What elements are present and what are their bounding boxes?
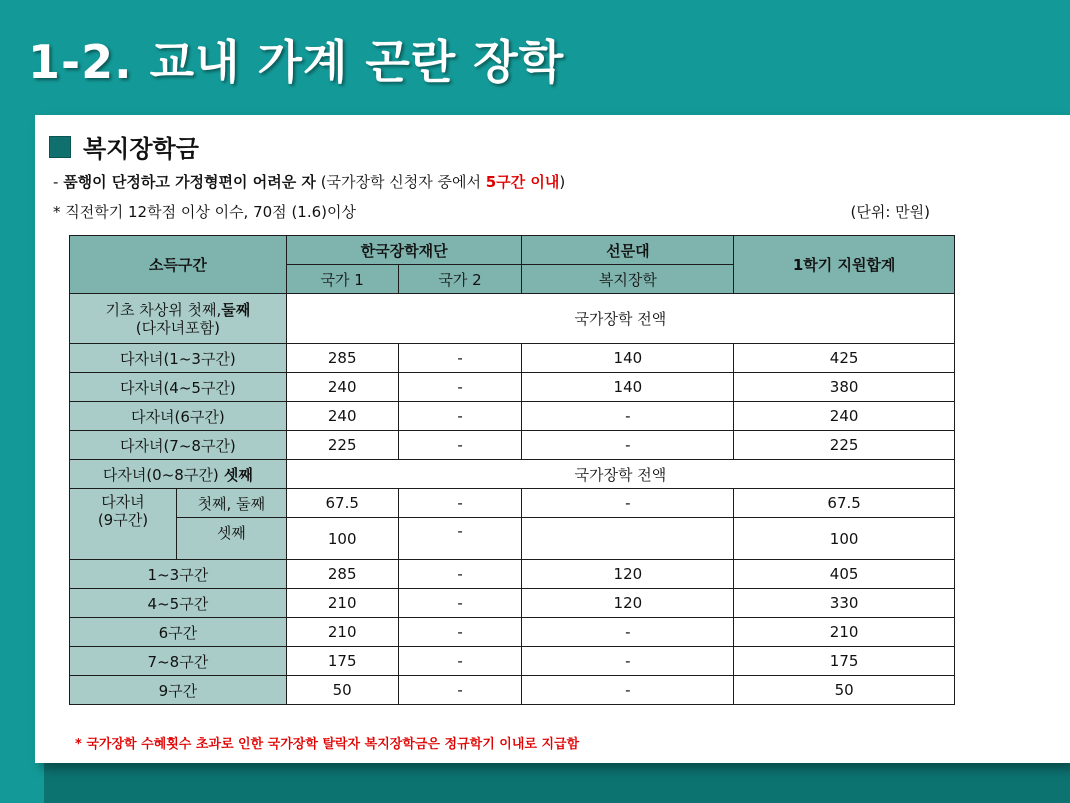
header-national-1: 국가 1: [286, 265, 398, 294]
header-national-2: 국가 2: [398, 265, 522, 294]
header-income: 소득구간: [70, 236, 287, 294]
row-label: 다자녀(6구간): [70, 402, 287, 431]
table-row: [70, 647, 955, 676]
row-label-bold: 둘째: [221, 300, 251, 319]
row-label: 7~8구간: [70, 647, 287, 676]
cell-welfare: 140: [522, 344, 734, 373]
section-header: [49, 129, 199, 164]
header-sunmoon: 선문대: [522, 236, 734, 265]
row-label-bold: 셋째: [218, 465, 253, 484]
cell-national-1: 210: [286, 618, 398, 647]
row-label: 다자녀(1~3구간): [70, 344, 287, 373]
cell-total: 240: [734, 402, 955, 431]
section-title: 복지장학금: [83, 135, 199, 163]
cell-national-1: 175: [286, 647, 398, 676]
cell-welfare: -: [522, 431, 734, 460]
eligibility-prefix: -: [53, 173, 64, 191]
table-row: [70, 344, 955, 373]
cell-national-1: 285: [286, 560, 398, 589]
cell-welfare: 140: [522, 373, 734, 402]
grade-requirement: * 직전학기 12학점 이상 이수, 70점 (1.6)이상: [53, 203, 356, 221]
cell-total: 330: [734, 589, 955, 618]
square-bullet-icon: [49, 136, 71, 158]
cell-national-1: 240: [286, 373, 398, 402]
row-label: 4~5구간: [70, 589, 287, 618]
cell-national-2: -: [398, 489, 522, 518]
header-kosaf: 한국장학재단: [286, 236, 522, 265]
row-label-multi9-a: 다자녀: [101, 493, 145, 511]
table-row: [70, 489, 955, 518]
header-welfare: 복지장학: [522, 265, 734, 294]
eligibility-paren-open: (국가장학 신청자 중에서: [315, 173, 486, 191]
table-row: [70, 294, 955, 344]
cell-welfare: -: [522, 489, 734, 518]
row-label: [70, 460, 287, 489]
cell-national-1: 100: [286, 518, 398, 560]
cell-national-2: -: [398, 676, 522, 705]
table-row: [70, 460, 955, 489]
cell-welfare: -: [522, 676, 734, 705]
cell-national-2: -: [398, 344, 522, 373]
eligibility-paren-close: ): [559, 173, 566, 191]
cell-national-2: -: [398, 647, 522, 676]
cell-national-1: 240: [286, 402, 398, 431]
full-amount-cell: 국가장학 전액: [286, 460, 954, 489]
cell-national-2: -: [398, 589, 522, 618]
table-row: [70, 560, 955, 589]
cell-welfare: [522, 518, 734, 560]
cell-welfare: 120: [522, 560, 734, 589]
cell-total: 425: [734, 344, 955, 373]
row-label-multi9-b: (9구간): [97, 511, 149, 529]
table-row: [70, 431, 955, 460]
eligibility-range: 5구간 이내: [485, 173, 560, 191]
cell-national-2: -: [398, 431, 522, 460]
content-panel: [35, 115, 1070, 763]
row-label-sub: (다자녀포함): [135, 318, 220, 337]
row-label-multi9: [70, 489, 177, 560]
cell-total: 67.5: [734, 489, 955, 518]
cell-total: 405: [734, 560, 955, 589]
cell-national-2: -: [398, 618, 522, 647]
table-row: [70, 676, 955, 705]
header-total: 1학기 지원합계: [734, 236, 955, 294]
cell-total: 50: [734, 676, 955, 705]
cell-national-1: 285: [286, 344, 398, 373]
cell-national-2: -: [398, 373, 522, 402]
cell-national-1: 225: [286, 431, 398, 460]
row-label: 6구간: [70, 618, 287, 647]
eligibility-condition: 품행이 단정하고 가정형편이 어려운 자: [63, 173, 316, 191]
row-label: 다자녀(4~5구간): [70, 373, 287, 402]
cell-welfare: -: [522, 618, 734, 647]
cell-total: 380: [734, 373, 955, 402]
cell-total: 225: [734, 431, 955, 460]
cell-national-2: -: [398, 402, 522, 431]
scholarship-table: [69, 235, 955, 705]
cell-total: 210: [734, 618, 955, 647]
table-row: [70, 402, 955, 431]
cell-national-2: -: [398, 560, 522, 589]
header-row: [70, 236, 955, 265]
row-label-text: 기초 차상위 첫째,: [105, 300, 222, 319]
row-label: 9구간: [70, 676, 287, 705]
full-amount-cell: 국가장학 전액: [286, 294, 954, 344]
table-row: [70, 618, 955, 647]
row-label: [70, 294, 287, 344]
cell-total: 100: [734, 518, 955, 560]
cell-national-2: -: [398, 518, 522, 560]
eligibility-line: [53, 171, 565, 192]
unit-label: (단위: 만원): [850, 203, 930, 221]
row-label: 첫째, 둘째: [176, 489, 286, 518]
cell-national-1: 67.5: [286, 489, 398, 518]
page-title: 1-2. 교내 가계 곤란 장학: [28, 35, 565, 89]
row-label: 다자녀(7~8구간): [70, 431, 287, 460]
table-row: [70, 518, 955, 560]
row-label: 1~3구간: [70, 560, 287, 589]
cell-welfare: 120: [522, 589, 734, 618]
table-row: [70, 589, 955, 618]
footnote: * 국가장학 수혜횟수 초과로 인한 국가장학 탈락자 복지장학금은 정규학기 이내로 지급함: [75, 737, 580, 752]
row-label: 셋째: [176, 518, 286, 560]
cell-welfare: -: [522, 402, 734, 431]
cell-national-1: 50: [286, 676, 398, 705]
cell-total: 175: [734, 647, 955, 676]
cell-welfare: -: [522, 647, 734, 676]
row-label-text: 다자녀(0~8구간): [102, 465, 219, 484]
table-row: [70, 373, 955, 402]
cell-national-1: 210: [286, 589, 398, 618]
